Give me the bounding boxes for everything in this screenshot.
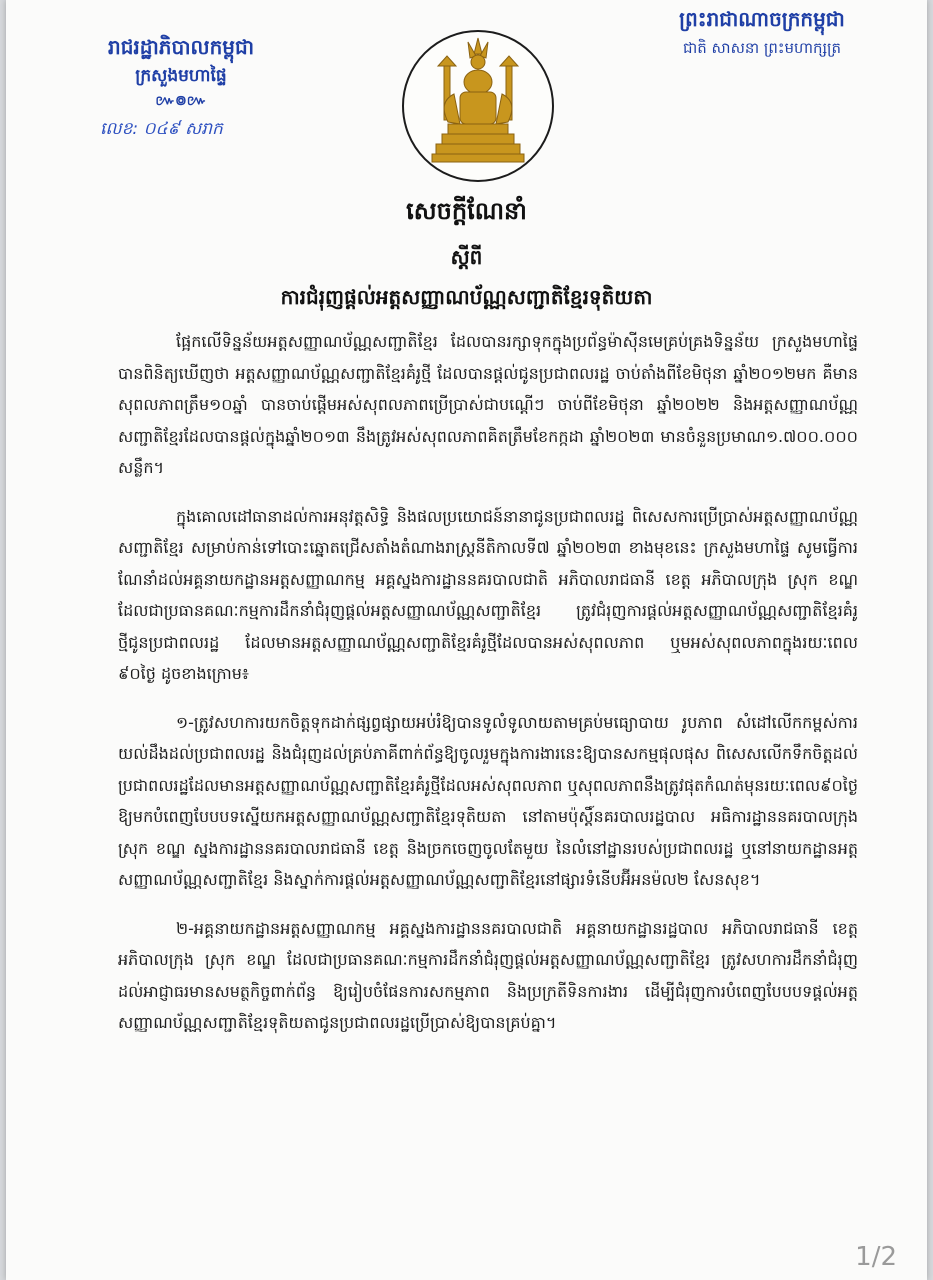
ministry-name: ក្រសួងមហាផ្ទៃ — [135, 66, 227, 86]
paragraph: ២-អគ្គនាយកដ្ឋានអត្តសញ្ញាណកម្ម អគ្គស្នងការដ្ឋាននគរបាលជាតិ អគ្គនាយកដ្ឋានរដ្ឋបាល អភិបាលរាជធានី ខេត្ត អភិបាលក្រុង ស្រុក ខណ្ឌ ដែលជាប្រធានគណៈកម្មការដឹកនាំជំរុញផ្ដល់អត្តសញ្ញាណប័ណ្ណសញ្ជាតិខ្មែរ ត្រូវសហការដឹកនាំជំរុញដល់អាជ្ញាធរមានសមត្ថកិច្ចពាក់ព័ន្ធ ឱ្យរៀបចំផែនការសកម្មភាព និងប្រក្រតីទិនការងារ ដើម្បីជំរុញការបំពេញបែបបទផ្ដល់អត្តសញ្ញាណប័ណ្ណសញ្ជាតិខ្មែរទុតិយតាជូនប្រជាពលរដ្ឋប្រើប្រាស់ឱ្យបានគ្រប់គ្នា។ — [118, 918, 858, 1032]
emblem-drawing — [404, 32, 552, 180]
document-page — [6, 0, 927, 1280]
document-title: សេចក្ដីណែនាំ — [406, 197, 527, 225]
national-motto: ជាតិ សាសនា ព្រះមហាក្សត្រ — [682, 39, 842, 57]
government-name: រាជរដ្ឋាភិបាលកម្ពុជា — [108, 35, 254, 59]
document-subject: ការជំរុញផ្ដល់អត្តសញ្ញាណប័ណ្ណសញ្ជាតិខ្មែរទុតិយតា — [280, 285, 653, 309]
kingdom-name: ព្រះរាជាណាចក្រកម្ពុជា — [679, 7, 845, 31]
document-subtitle: ស្ដីពី — [450, 245, 483, 269]
header-ornament: ៚៙៚ — [155, 93, 207, 109]
paragraph: ក្នុងគោលដៅធានាដល់ការអនុវត្តសិទ្ធិ និងផលប្រយោជន៍នានាជូនប្រជាពលរដ្ឋ ពិសេសការប្រើប្រាស់អត្តសញ្ញាណប័ណ្ណសញ្ជាតិខ្មែរ សម្រាប់កាន់ទៅបោះឆ្នោតជ្រើសតាំងតំណាងរាស្ត្រនីតិកាលទី៧ ឆ្នាំ២០២៣ ខាងមុខនេះ ក្រសួងមហាផ្ទៃ សូមធ្វើការណែនាំដល់អគ្គនាយកដ្ឋានអត្តសញ្ញាណកម្ម អគ្គស្នងការដ្ឋាននគរបាលជាតិ អភិបាលរាជធានី ខេត្ត អភិបាលក្រុង ស្រុក ខណ្ឌ ដែលជាប្រធានគណៈកម្មការដឹកនាំជំរុញផ្ដល់អត្តសញ្ញាណប័ណ្ណសញ្ជាតិខ្មែរ ត្រូវជំរុញការផ្ដល់អត្តសញ្ញាណប័ណ្ណសញ្ជាតិខ្មែរគំរូថ្មីជូនប្រជាពលរដ្ឋ ដែលមានអត្តសញ្ញាណប័ណ្ណសញ្ជាតិខ្មែរគំរូថ្មីដែលបានអស់សុពលភាព ឬមអស់សុពលភាពក្នុងរយៈពេល ៩០ថ្ងៃ ដូចខាងក្រោម៖ — [118, 506, 858, 683]
paragraph: ១-ត្រូវសហការយកចិត្តទុកដាក់ផ្សព្វផ្សាយអប់រំឱ្យបានទូលំទូលាយតាមគ្រប់មធ្យោបាយ រូបភាព សំដៅលើកកម្ពស់ការយល់ដឹងដល់ប្រជាពលរដ្ឋ និងជំរុញដល់គ្រប់ភាគីពាក់ព័ន្ធឱ្យចូលរួមក្នុងការងារនេះឱ្យបានសកម្មផុលផុស ពិសេសលើកទឹកចិត្តដល់ប្រជាពលរដ្ឋដែលមានអត្តសញ្ញាណប័ណ្ណសញ្ជាតិខ្មែរគំរូថ្មីដែលអស់សុពលភាព ឬសុពលភាពនឹងត្រូវផុតកំណត់មុនរយៈពេល៩០ថ្ងៃ ឱ្យមកបំពេញបែបបទស្នើយកអត្តសញ្ញាណប័ណ្ណសញ្ជាតិខ្មែរទុតិយតា នៅតាមប៉ុស្តិ៍នគរបាលរដ្ឋបាល អធិការដ្ឋាននគរបាលក្រុង ស្រុក ខណ្ឌ ស្នងការដ្ឋាននគរបាលរាជធានី ខេត្ត និងច្រកចេញចូលតែមួយ នៃលំនៅដ្ឋានរបស់ប្រជាពលរដ្ឋ ឬនៅនាយកដ្ឋានអត្តសញ្ញាណប័ណ្ណសញ្ជាតិខ្មែរ និងស្នាក់ការផ្ដល់អត្តសញ្ញាណប័ណ្ណសញ្ជាតិខ្មែរនៅផ្សារទំនើបអ៊ីអនម៉ល២ សែនសុខ។ — [118, 712, 858, 889]
document-number: លេខ: ០៤៩ សរាក — [100, 119, 223, 139]
page-indicator: 1/2 — [855, 1242, 897, 1272]
paragraph: ផ្អែកលើទិន្នន័យអត្តសញ្ញាណប័ណ្ណសញ្ជាតិខ្មែរ ដែលបានរក្សាទុកក្នុងប្រព័ន្ធម៉ាស៊ីនមេគ្រប់គ្រងទិន្នន័យ ក្រសួងមហាផ្ទៃ បានពិនិត្យឃើញថា អត្តសញ្ញាណប័ណ្ណសញ្ជាតិខ្មែរគំរូថ្មី ដែលបានផ្ដល់ជូនប្រជាពលរដ្ឋ ចាប់តាំងពីខែមិថុនា ឆ្នាំ២០១២មក គឺមានសុពលភាពត្រឹម១០ឆ្នាំ បានចាប់ផ្ដើមអស់សុពលភាពប្រើប្រាស់ជាបណ្ដើៗ ចាប់ពីខែមិថុនា ឆ្នាំ២០២២ និងអត្តសញ្ញាណប័ណ្ណសញ្ជាតិខ្មែរដែលបានផ្ដល់ក្នុងឆ្នាំ២០១៣ នឹងត្រូវអស់សុពលភាពគិតត្រឹមខែកក្កដា ឆ្នាំ២០២៣ មានចំនួនប្រមាណ១.៧០០.០០០ សន្លឹក។ — [118, 332, 858, 477]
document-body — [118, 326, 858, 1056]
kingdom-header — [637, 4, 887, 62]
ministry-header — [76, 32, 286, 112]
royal-emblem-icon — [402, 30, 554, 182]
